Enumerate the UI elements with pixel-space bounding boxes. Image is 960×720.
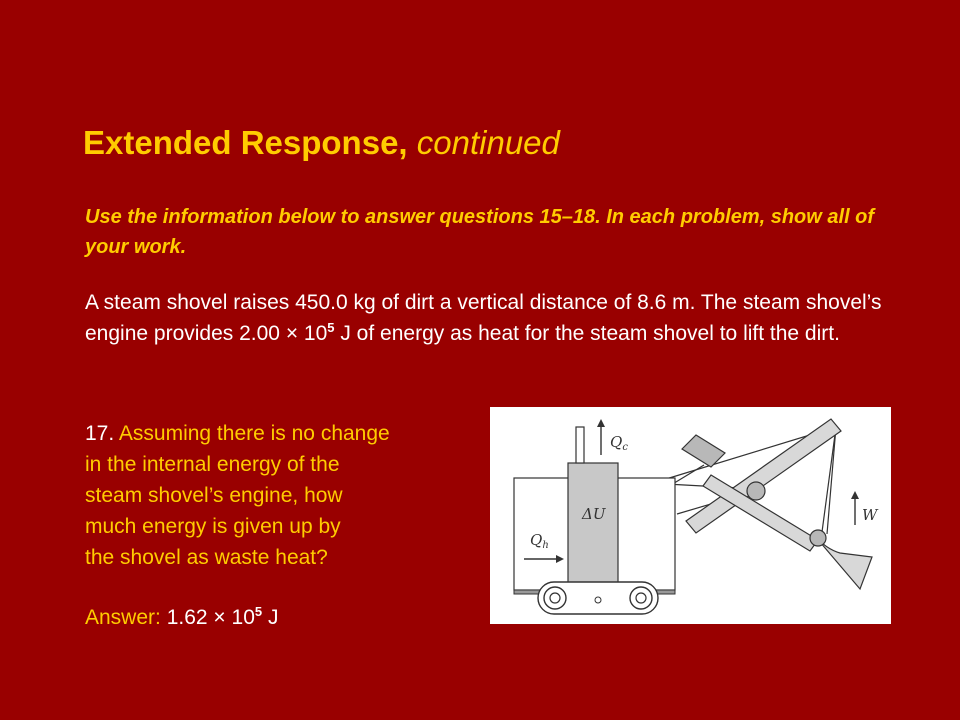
question-line: the shovel as waste heat? [85,546,328,569]
question-line: steam shovel’s engine, how [85,484,343,507]
question-line: in the internal energy of the [85,453,340,476]
label-w: W [862,506,878,524]
steam-shovel-svg [490,407,891,624]
problem-exponent: 5 [327,320,335,335]
steam-shovel-diagram [490,407,891,624]
answer [85,602,278,633]
track-wheel-hub [636,593,646,603]
question-line: much energy is given up by [85,515,341,538]
problem-base: 10 [298,322,328,345]
answer-value [167,606,279,629]
title-continued: continued [416,124,560,161]
engine-column [568,463,618,590]
question-line: Assuming there is no change [118,422,390,445]
w-arrowhead [851,491,859,499]
track-wheel-hub [550,593,560,603]
times-symbol: × [285,322,299,345]
qc-arrowhead [597,419,605,427]
label-qc: $Q_c$ [610,433,628,453]
slide-title [83,124,560,162]
answer-mantissa: 1.62 [166,606,214,629]
counterweight-block [682,435,725,467]
label-delta-u: ΔU [582,505,606,523]
bucket-joint [810,530,826,546]
answer-exponent: 5 [254,604,263,619]
question-number: 17. [85,422,115,445]
pivot-joint [747,482,765,500]
problem-text-start: A steam shovel raises 450.0 kg of dirt a vertical distance of 8.6 m. The steam shovel’s engine provides 2.00 [85,291,882,345]
problem-text-end: J of energy as heat for the steam shovel to lift the dirt. [334,322,840,345]
instructions-text: Use the information below to answer questions 15–18. In each problem, show all of your work. [85,206,875,258]
title-main: Extended Response, [83,124,408,161]
answer-base: 10 [225,606,255,629]
track-roller [595,597,601,603]
smokestack [576,427,584,463]
times-symbol: × [213,606,226,629]
label-qh: $Q_h$ [530,531,549,551]
answer-unit: J [262,606,279,629]
problem-statement [85,287,905,349]
question-17 [85,418,485,573]
answer-label: Answer: [85,606,167,629]
